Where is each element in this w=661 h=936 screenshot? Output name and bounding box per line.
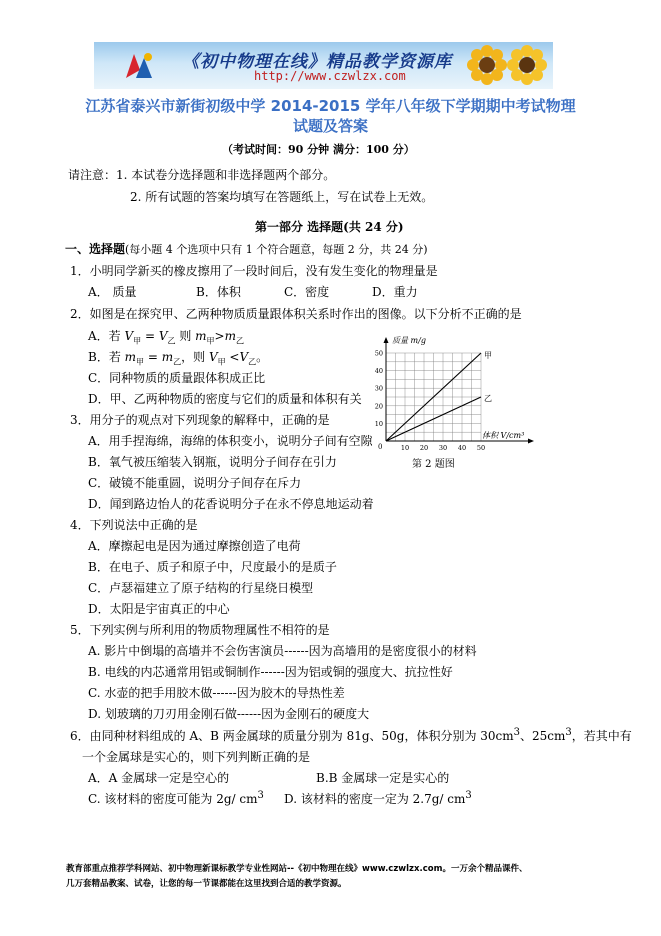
- chart-y-tick-label: 40: [374, 367, 383, 376]
- q2-a-var: V: [158, 329, 168, 343]
- q1-stem: 1．小明同学新买的橡皮擦用了一段时间后，没有发生变化的物理量是: [70, 264, 438, 278]
- q2-a-var: m: [195, 329, 207, 343]
- notice-line-1: [68, 166, 335, 183]
- sunflower-icon: [466, 44, 508, 86]
- q2-a-op: >: [214, 329, 225, 343]
- q2-b-sub: 乙: [248, 357, 257, 367]
- page-footer: [66, 862, 606, 892]
- q6-option-b[interactable]: B.B 金属球一定是实心的: [316, 771, 450, 785]
- q2-b-sub: 甲: [217, 357, 226, 367]
- q2-b-var: V: [239, 350, 249, 364]
- chart-y-tick-label: 10: [374, 419, 383, 428]
- q4-option-c[interactable]: C．卢瑟福建立了原子结构的行星绕日模型: [88, 581, 314, 595]
- q6-stem-line-2: 一个金属球是实心的，则下列判断正确的是: [82, 750, 311, 764]
- chart-series: [386, 351, 492, 441]
- chart-x-tick-label: 30: [438, 444, 448, 452]
- q6-stem-part: ，若其中有: [571, 729, 632, 743]
- q2-b-end: 。: [256, 350, 269, 364]
- q5-stem: 5．下列实例与所利用的物质物理属性不相符的是: [70, 623, 330, 637]
- q6-c-text: C. 该材料的密度可能为 2g/ cm: [88, 792, 258, 806]
- q2-b-sub: 甲: [136, 357, 145, 367]
- q2-option-a[interactable]: [88, 327, 244, 346]
- chart-x-tick-label: 40: [457, 444, 467, 452]
- q2-b-op: <: [225, 350, 240, 364]
- footer-line-1: 教育部重点推荐学科网站、初中物理新课标教学专业性网站--《初中物理在线》www.czwlzx.com。一万余个精品课件、: [66, 864, 528, 874]
- q6-c-sup: 3: [257, 790, 264, 801]
- notice-item-1: 1. 本试卷分选择题和非选择题两个部分。: [116, 168, 336, 182]
- chart-series-label-1: 乙: [484, 394, 492, 403]
- chart-y-tick-label: 30: [374, 384, 383, 393]
- chart-origin-label: 0: [378, 443, 383, 451]
- q2-b-op: =: [144, 350, 162, 364]
- chart-series-label-0: 甲: [484, 351, 492, 360]
- q1-option-b[interactable]: B．体积: [196, 285, 241, 299]
- chart-x-tick-label: 20: [419, 444, 429, 452]
- q3-stem: 3．用分子的观点对下列现象的解释中，正确的是: [70, 413, 330, 427]
- q2-a-text: 则: [175, 329, 196, 343]
- q2-option-d[interactable]: D．甲、乙两种物质的密度与它们的质量和体积有关: [88, 392, 362, 406]
- q4-option-a[interactable]: A．摩擦起电是因为通过摩擦创造了电荷: [88, 539, 301, 553]
- chart-title: 第 2 题图: [412, 459, 455, 470]
- q6-option-a[interactable]: A．A 金属球一定是空心的: [88, 771, 230, 785]
- q2-b-var: m: [124, 350, 137, 364]
- q2-b-text: ，则: [181, 350, 209, 364]
- q2-a-op: =: [141, 329, 159, 343]
- q3-option-a[interactable]: A．用手捏海绵，海绵的体积变小，说明分子间有空隙: [88, 434, 373, 448]
- page-subtitle: 试题及答案: [292, 117, 368, 135]
- q2-a-sub: 乙: [236, 336, 244, 346]
- q5-option-a[interactable]: A. 影片中倒塌的高墙并不会伤害演员------因为高墙用的是密度很小的材料: [88, 644, 477, 658]
- q6-stem-line-1: [70, 727, 632, 744]
- chart-x-axis-arrow: [528, 439, 534, 444]
- q3-option-c[interactable]: C．破镜不能重圆，说明分子间存在斥力: [88, 476, 302, 490]
- chart-ylabel: 质量 m/g: [392, 336, 426, 345]
- q5-option-d[interactable]: D. 划玻璃的刀刃用金刚石做------因为金刚石的硬度大: [88, 707, 370, 721]
- q1-options: [88, 283, 418, 300]
- site-logo-icon: [122, 48, 156, 82]
- mass-volume-chart: [364, 333, 544, 473]
- q6-d-sup: 3: [465, 790, 472, 801]
- banner-url[interactable]: http://www.czwlzx.com: [254, 69, 406, 83]
- q2-b-var: m: [161, 350, 174, 364]
- q2-b-var: V: [208, 350, 218, 364]
- q5-option-b[interactable]: B. 电线的内芯通常用铝或铜制作------因为铝或铜的强度大、抗拉性好: [88, 665, 453, 679]
- section-heading-note: (每小题 4 个选项中只有 1 个符合题意，每题 2 分，共 24 分): [125, 243, 428, 256]
- q6-stem-part: 6．由同种材料组成的 A、B 两金属球的质量分别为 81g、50g，体积分别为 30cm: [70, 729, 514, 743]
- chart-y-axis-arrow: [384, 337, 389, 343]
- q6-stem-sup: 3: [565, 727, 572, 738]
- q1-option-d[interactable]: D．重力: [372, 285, 418, 299]
- q4-option-d[interactable]: D．太阳是宇宙真正的中心: [88, 602, 230, 616]
- q4-option-b[interactable]: B．在电子、质子和原子中，尺度最小的是质子: [88, 560, 337, 574]
- page-title: 江苏省泰兴市新街初级中学 2014-2015 学年八年级下学期期中考试物理: [85, 97, 576, 115]
- q2-b-prefix: B．若: [88, 350, 125, 364]
- chart-x-tick-label: 10: [400, 444, 410, 452]
- q6-option-c[interactable]: [88, 790, 284, 807]
- q6-d-text: D. 该材料的密度一定为 2.7g/ cm: [284, 792, 466, 806]
- q1-option-c[interactable]: C．密度: [284, 285, 330, 299]
- notice-label: 请注意：: [68, 168, 117, 182]
- q2-b-sub: 乙: [173, 357, 182, 367]
- chart-y-tick-label: 20: [374, 402, 383, 411]
- q4-stem: 4．下列说法中正确的是: [70, 518, 198, 532]
- q2-a-var: m: [224, 329, 236, 343]
- header-banner: [94, 42, 553, 89]
- q5-option-c[interactable]: C. 水壶的把手用胶木做------因为胶木的导热性差: [88, 686, 345, 700]
- chart-xlabel: 体积 V/cm³: [482, 431, 525, 440]
- q2-a-sub: 乙: [167, 336, 176, 346]
- q2-option-c[interactable]: C．同种物质的质量跟体积成正比: [88, 371, 266, 385]
- q2-a-var: V: [124, 329, 134, 343]
- q6-stem-part: 、25cm: [520, 729, 566, 743]
- q3-option-b[interactable]: B．氧气被压缩装入钢瓶，说明分子间存在引力: [88, 455, 337, 469]
- footer-line-2: 几万套精品教案、试卷，让您的每一节课都能在这里找到合适的教学资源。: [66, 879, 347, 889]
- q6-options-row-2: [88, 790, 472, 807]
- q2-stem: 2．如图是在探究甲、乙两种物质质量跟体积关系时作出的图像。以下分析不正确的是: [70, 307, 522, 321]
- q2-a-prefix: A．若: [88, 329, 125, 343]
- q2-option-b[interactable]: [88, 348, 268, 367]
- q6-option-d[interactable]: [284, 790, 472, 807]
- exam-info: （考试时间：90 分钟 满分：100 分）: [222, 143, 415, 156]
- q6-stem-sup: 3: [513, 727, 521, 738]
- sunflower-icon: [506, 44, 548, 86]
- q6-options-row-1: [88, 769, 449, 786]
- q3-option-d[interactable]: D．闻到路边怡人的花香说明分子在永不停息地运动着: [88, 497, 374, 511]
- section-heading-label: 一、选择题: [65, 242, 126, 256]
- notice-item-2: 2. 所有试题的答案均填写在答题纸上，写在试卷上无效。: [130, 190, 434, 204]
- section-heading: [65, 240, 428, 257]
- q2-a-sub: 甲: [133, 336, 142, 346]
- chart-y-tick-label: 50: [374, 349, 383, 358]
- q1-option-a[interactable]: A． 质量: [88, 285, 137, 299]
- section-title: 第一部分 选择题(共 24 分): [255, 220, 404, 234]
- banner-title: 《初中物理在线》精品教学资源库: [182, 52, 452, 72]
- chart-x-tick-label: 50: [476, 444, 486, 452]
- q2-a-sub: 甲: [206, 336, 215, 346]
